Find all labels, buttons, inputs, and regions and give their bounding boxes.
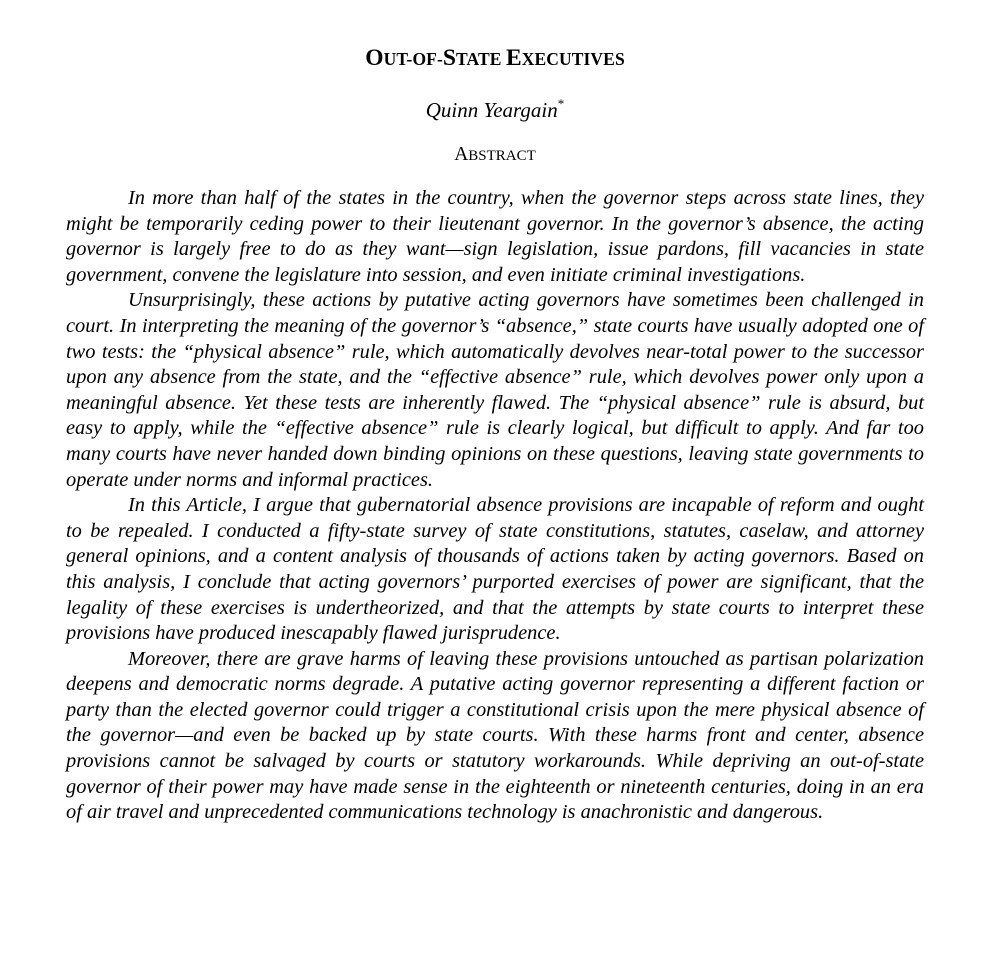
title-part: O (365, 45, 384, 71)
abstract-heading-rest: BSTRACT (468, 148, 536, 164)
title-part: XECUTIVES (521, 49, 625, 69)
title-part: S (442, 45, 457, 71)
abstract-paragraph: In this Article, I argue that gubernatorial absence provisions are incapable of reform and ought to be repealed. I conducted a fifty-state survey of state constitutions, statutes, caselaw, and attorney general opinions, and a content analysis of thousands of actions taken by acting governors. Based on this analysis, I conclude that acting governors’ purported exercises of power are significant, that the legality of these exercises is undertheorized, and that the attempts by state courts to interpret these provisions have produced inescapably flawed jurisprudence. (66, 494, 924, 645)
abstract-paragraph: In more than half of the states in the country, when the governor steps across state lines, they might be temporarily ceding power to their lieutenant governor. In the governor’s absence, the acting governor is largely free to do as they want—sign legislation, issue pardons, fill vacancies in state government, convene the legislature into session, and even initiate criminal investigations. (66, 187, 924, 286)
abstract-heading-initial: A (454, 144, 469, 165)
abstract-paragraph: Moreover, there are grave harms of leaving these provisions untouched as partisan polarization deepens and democratic norms degrade. A putative acting governor representing a different faction or party than the elected governor could trigger a constitutional crisis upon the mere physical absence of the governor—and even be backed up by state courts. With these harms front and center, absence provisions cannot be salvaged by courts or statutory workarounds. While depriving an out-of-state governor of their power may have made sense in the eighteenth or nineteenth centuries, doing in an era of air travel and unprecedented communications technology is anachronistic and dangerous. (66, 647, 924, 824)
title-part: UT-OF- (383, 49, 443, 69)
abstract-paragraph: Unsurprisingly, these actions by putative acting governors have sometimes been challenged in court. In interpreting the meaning of the governor’s “absence,” state courts have usually adopted one of two tests: the “physical absence” rule, which automatically devolves near-total power to the successor upon any absence from the state, and the “effective absence” rule, which devolves power only upon a meaningful absence. Yet these tests are inherently flawed. The “physical absence” rule is absurd, but easy to apply, while the “effective absence” rule is clearly logical, but difficult to apply. And far too many courts have never handed down binding opinions on these questions, leaving state governments to operate under norms and informal practices. (66, 289, 924, 491)
abstract-heading (66, 143, 924, 168)
title-part: TATE (456, 49, 506, 69)
abstract-body (66, 186, 924, 826)
author-line (66, 97, 924, 123)
article-title (66, 44, 924, 73)
author-footnote-mark[interactable]: * (557, 96, 565, 111)
author-name: Quinn Yeargain (425, 98, 558, 122)
title-part: E (505, 45, 522, 71)
